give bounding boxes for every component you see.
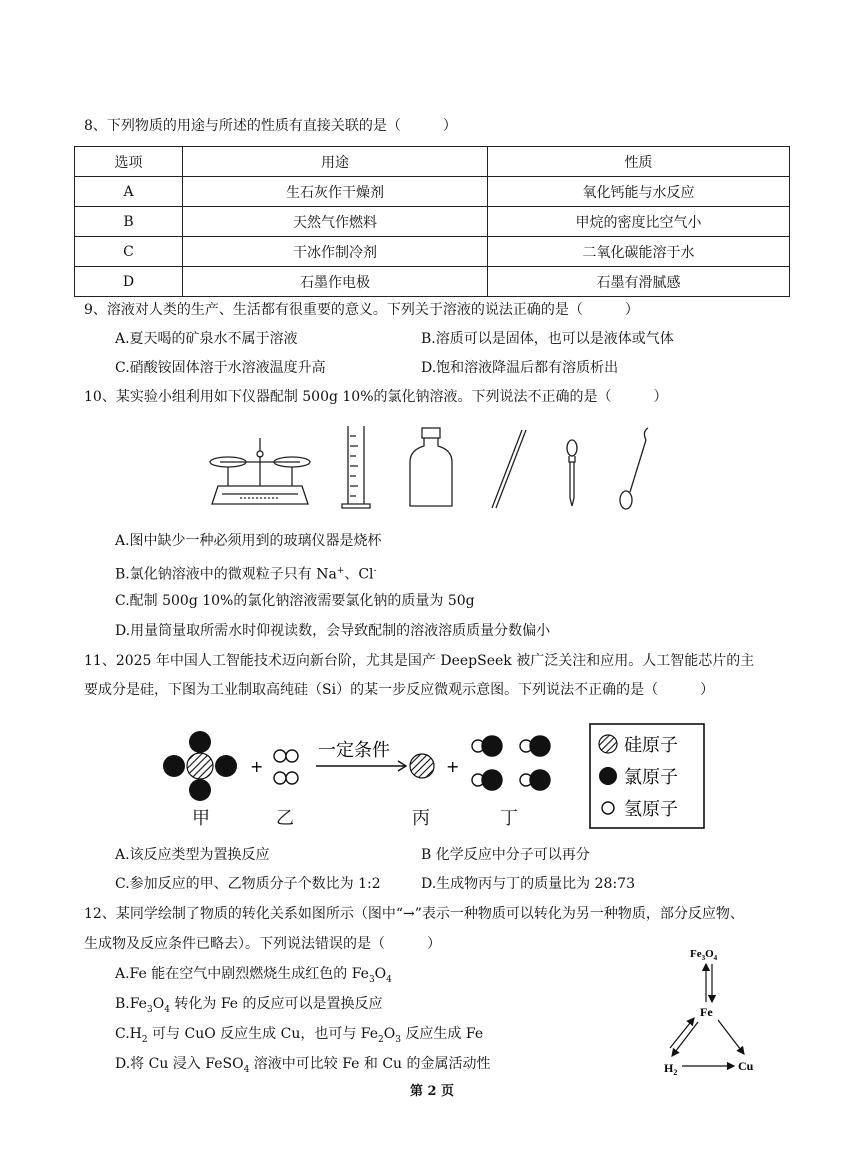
q9-option-c: C.硝酸铵固体溶于水溶液温度升高 — [115, 360, 326, 376]
label-bing: 丙 — [412, 808, 430, 829]
subscript: 3 — [368, 974, 375, 985]
cell-usage: 干冰作制冷剂 — [183, 237, 488, 267]
dropper-icon — [567, 440, 577, 506]
q11-option-d: D.生成物丙与丁的质量比为 28:73 — [421, 876, 635, 892]
node-h2: $H_2$ — [664, 1061, 678, 1077]
subscript: 2 — [378, 1034, 384, 1045]
subscript: 3 — [146, 1004, 153, 1015]
q10-option-a: A.图中缺少一种必须用到的玻璃仪器是烧杯 — [115, 533, 382, 549]
cell-property: 氧化钙能与水反应 — [488, 177, 790, 207]
q12-option-c-text: 可与 CuO 反应生成 Cu，也可与 Fe — [147, 1026, 379, 1042]
q12-option-a — [115, 964, 392, 990]
node-fe3o4: $Fe_3O_4$ — [690, 948, 718, 962]
q12-option-b — [115, 994, 383, 1020]
reaction-diagram — [150, 720, 710, 832]
q12-option-c-text: O — [383, 1026, 396, 1042]
legend-si: 硅原子 — [624, 735, 678, 756]
cell-option: A — [75, 177, 183, 207]
reagent-bottle-icon — [410, 428, 452, 506]
q11-option-c: C.参加反应的甲、乙物质分子个数比为 1:2 — [115, 876, 381, 892]
q12-option-b-text: 转化为 Fe 的反应可以是置换反应 — [169, 996, 383, 1012]
spatula-icon — [620, 428, 648, 509]
q11-option-a: A.该反应类型为置换反应 — [115, 847, 270, 863]
q12-option-c-text: C.H — [115, 1026, 142, 1042]
subscript: 4 — [164, 1004, 170, 1015]
q9-option-d: D.饱和溶液降温后都有溶质析出 — [421, 360, 619, 376]
label-yi: 乙 — [276, 808, 294, 829]
plus-sign: + — [446, 757, 460, 776]
q12-option-b-text: O — [152, 996, 165, 1012]
q12-stem-line1: 12、某同学绘制了物质的转化关系如图所示（图中“→”表示一种物质可以转化为另一种物质，部分反应物、 — [84, 906, 744, 922]
charge-sup: - — [373, 566, 377, 576]
h2-molecules — [274, 750, 298, 784]
hcl-molecules — [472, 736, 550, 790]
cell-usage: 石墨作电极 — [183, 267, 488, 297]
subscript: 2 — [141, 1034, 148, 1045]
q12-option-d-text: D.将 Cu 浸入 FeSO — [115, 1056, 244, 1072]
cell-property: 石墨有滑腻感 — [488, 267, 790, 297]
balance-icon — [210, 438, 310, 504]
q10-option-b-text: 、Cl — [344, 566, 374, 583]
q10-option-b — [115, 561, 377, 585]
q12-stem-line2: 生成物及反应条件已略去）。下列说法错误的是（ ） — [84, 936, 441, 952]
q9-option-b: B.溶质可以是固体，也可以是液体或气体 — [421, 331, 674, 347]
q8-stem: 8、下列物质的用途与所述的性质有直接关联的是（ ） — [84, 118, 457, 134]
q12-option-a-text: O — [374, 966, 387, 982]
table-row — [75, 207, 790, 237]
table-row — [75, 237, 790, 267]
table-row — [75, 177, 790, 207]
q12-option-c — [115, 1024, 483, 1050]
q12-option-d — [115, 1054, 491, 1080]
header-option: 选项 — [75, 147, 183, 177]
q8-table — [74, 146, 790, 297]
si-atom — [410, 754, 434, 778]
cell-option: B — [75, 207, 183, 237]
transformation-diagram — [650, 940, 770, 1080]
page-number: 第 2 页 — [409, 1084, 455, 1099]
lab-apparatus-figure — [200, 418, 680, 518]
atom-legend — [590, 724, 704, 828]
subscript: 3 — [395, 1034, 401, 1045]
q10-option-d: D.用量筒量取所需水时仰视读数，会导致配制的溶液溶质质量分数偏小 — [115, 623, 551, 639]
label-jia: 甲 — [192, 808, 210, 829]
glass-rod-icon — [492, 430, 526, 508]
legend-cl: 氯原子 — [624, 767, 678, 788]
header-property: 性质 — [488, 147, 790, 177]
node-cu: Cu — [738, 1059, 754, 1073]
cell-usage: 天然气作燃料 — [183, 207, 488, 237]
q12-option-b-text: B.Fe — [115, 996, 147, 1012]
q12-option-c-text: 反应生成 Fe — [400, 1026, 484, 1042]
cell-usage: 生石灰作干燥剂 — [183, 177, 488, 207]
q9-option-a: A.夏天喝的矿泉水不属于溶液 — [115, 331, 298, 347]
q11-stem-line2: 要成分是硅，下图为工业制取高纯硅（Si）的某一步反应微观示意图。下列说法不正确的是（ ） — [84, 682, 715, 698]
cell-property: 二氧化碳能溶于水 — [488, 237, 790, 267]
q11-stem-line1: 11、2025 年中国人工智能技术迈向新台阶，尤其是国产 DeepSeek 被广泛关注和应用。人工智能芯片的主 — [84, 653, 755, 669]
graduated-cylinder-icon — [342, 426, 370, 508]
sicl4-molecule — [163, 731, 237, 801]
q10-stem: 10、某实验小组利用如下仪器配制 500g 10%的氯化钠溶液。下列说法不正确的是（ ） — [84, 389, 668, 405]
legend-h: 氢原子 — [624, 799, 678, 820]
subscript: 4 — [386, 974, 392, 985]
reaction-arrow-icon — [316, 761, 406, 771]
node-fe: Fe — [700, 1005, 713, 1019]
q10-option-c: C.配制 500g 10%的氯化钠溶液需要氯化钠的质量为 50g — [115, 593, 475, 609]
arrow-fe-to-h2 — [672, 1022, 698, 1056]
q12-option-d-text: 溶液中可比较 Fe 和 Cu 的金属活动性 — [249, 1056, 491, 1072]
cell-option: D — [75, 267, 183, 297]
q12-option-a-text: A.Fe 能在空气中剧烈燃烧生成红色的 Fe — [115, 966, 369, 982]
plus-sign: + — [250, 757, 264, 776]
header-usage: 用途 — [183, 147, 488, 177]
arrow-fe-to-cu — [718, 1020, 744, 1054]
cell-option: C — [75, 237, 183, 267]
subscript: 4 — [243, 1064, 250, 1075]
table-row — [75, 267, 790, 297]
q11-option-b: B 化学反应中分子可以再分 — [421, 847, 590, 863]
label-ding: 丁 — [500, 808, 518, 829]
table-header-row — [75, 147, 790, 177]
cell-property: 甲烷的密度比空气小 — [488, 207, 790, 237]
reaction-condition: 一定条件 — [318, 740, 390, 761]
charge-sup: + — [336, 566, 345, 576]
q9-stem: 9、溶液对人类的生产、生活都有很重要的意义。下列关于溶液的说法正确的是（ ） — [84, 302, 639, 318]
q10-option-b-text: B.氯化钠溶液中的微观粒子只有 Na — [115, 566, 337, 583]
